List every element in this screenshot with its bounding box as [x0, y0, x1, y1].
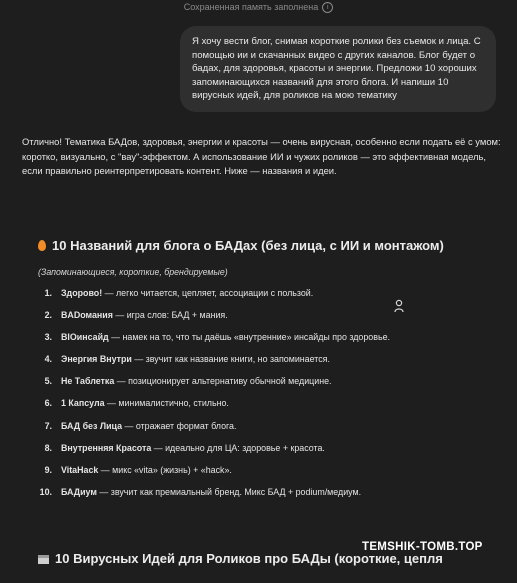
list-number: 10. — [39, 486, 52, 497]
list-number: 4. — [44, 354, 52, 365]
list-item-desc: — идеально для ЦА: здоровье + красота. — [151, 442, 325, 453]
list-number: 8. — [44, 442, 52, 453]
list-item-name: БАДиум — [61, 486, 97, 497]
list-number: 9. — [44, 464, 52, 475]
section-subheading: (Запоминающиеся, короткие, брендируемые) — [38, 267, 228, 277]
list-number: 6. — [44, 398, 52, 409]
list-item-desc: — легко читается, цепляет, ассоциации с пользой. — [102, 288, 314, 298]
fire-icon — [38, 240, 46, 251]
list-item — [30, 392, 490, 414]
list-item-name: Энергия Внутри — [61, 354, 132, 365]
list-item — [30, 370, 490, 392]
list-item-desc: — звучит как название книги, но запоминается. — [131, 354, 330, 365]
list-item — [30, 326, 490, 348]
list-item-desc: — отражает формат блога. — [122, 420, 237, 431]
list-item-desc: — игра слов: БАД + мания. — [112, 310, 228, 321]
list-item-desc: — звучит как премиальный бренд. Микс БАД + podium/медиум. — [96, 486, 362, 497]
list-item — [30, 415, 490, 437]
list-number: 5. — [44, 376, 52, 387]
list-item-name: 1 Капсула — [61, 398, 105, 409]
assistant-intro: Отлично! Тематика БАДов, здоровья, энергии и красоты — очень вирусная, особенно если подать её с умом: коротко, визуально, с "вау"-эффектом. А использование ИИ и чужих роликов — это эффективная модель, если правильно реинтерпретировать контент. Ниже — названия и идеи. — [22, 136, 501, 177]
cursor-icon — [393, 299, 405, 313]
list-item — [30, 459, 490, 481]
list-item-name: Здорово! — [61, 288, 103, 298]
list-item-desc: — микс «vita» (жизнь) + «hack». — [98, 464, 232, 475]
watermark: TEMSHIK-TOMB.TOP — [362, 541, 483, 553]
list-number: 3. — [44, 332, 52, 343]
list-item-name: ВIOинсайд — [61, 332, 109, 343]
info-icon[interactable]: i — [322, 2, 333, 13]
list-item — [30, 481, 490, 503]
list-item — [30, 437, 490, 459]
clapperboard-icon — [38, 555, 49, 564]
list-number: 7. — [44, 420, 52, 431]
blog-names-list — [30, 282, 490, 503]
list-item-name: BADомания — [61, 310, 113, 321]
list-item — [30, 348, 490, 370]
section-heading-names-text: 10 Названий для блога о БАДах (без лица, с ИИ и монтажом) — [52, 238, 444, 253]
list-item-desc: — позиционирует альтернативу обычной медицине. — [114, 376, 332, 387]
memory-notice-text: Сохраненная память заполнена — [183, 2, 319, 12]
list-item-desc: — намек на то, что ты даёшь «внутренние» инсайды про здоровье. — [108, 332, 390, 343]
list-item-name: VitaHack — [61, 464, 99, 475]
section-heading-ideas — [38, 551, 517, 566]
list-item-desc: — минималистично, стильно. — [104, 398, 229, 409]
list-item-name: Не Таблетка — [61, 376, 115, 387]
list-item-name: БАД без Лица — [61, 420, 123, 431]
list-item — [30, 282, 490, 304]
list-item — [30, 304, 490, 326]
list-item-name: Внутренняя Красота — [61, 442, 152, 453]
section-heading-names — [38, 238, 508, 253]
user-message-bubble: Я хочу вести блог, снимая короткие ролики без съемок и лица. С помощью ии и скачанных видео с других каналов. Блог будет о бадах, для здоровья, красоты и энергии. Предложи 10 хороших запоминающихся названий для этого блога. И напиши 10 вирусных идей, для роликов на мою тематику — [180, 26, 496, 112]
memory-full-notice — [0, 2, 517, 13]
list-number: 2. — [44, 310, 52, 321]
list-number: 1. — [44, 288, 52, 298]
section-heading-ideas-text: 10 Вирусных Идей для Роликов про БАДы (короткие, цепля — [55, 551, 443, 566]
